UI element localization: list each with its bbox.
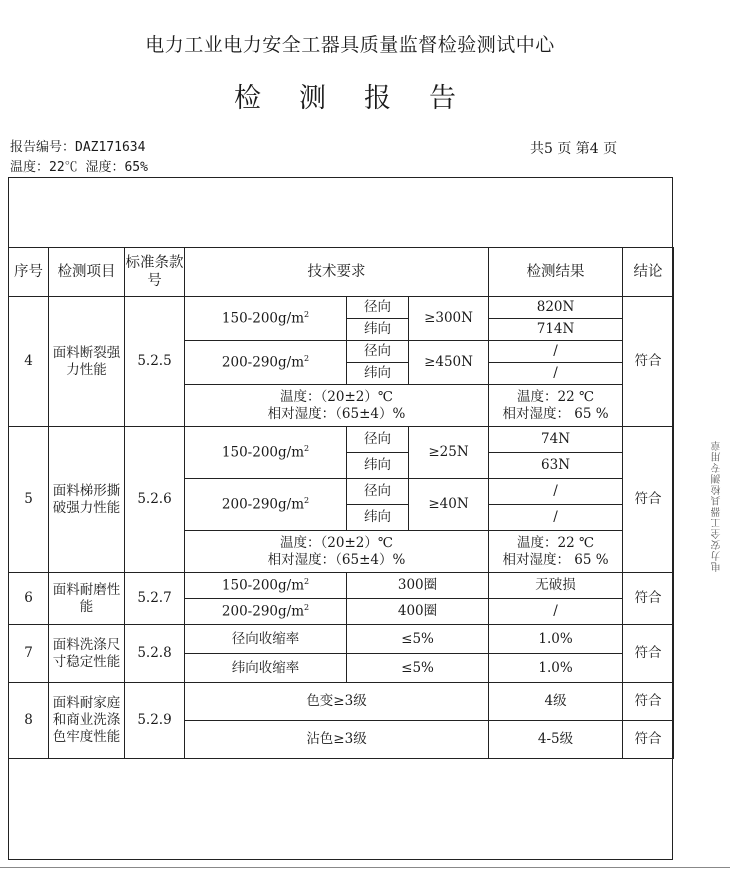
seq-cell: 4 bbox=[9, 297, 49, 427]
weight-cell: $150-200g/m^2$ bbox=[185, 573, 347, 599]
result-cell: 1.0% bbox=[489, 654, 623, 683]
conclusion-cell: 符合 bbox=[623, 625, 674, 683]
table-row bbox=[9, 427, 674, 453]
shrinkage-label-cell: 径向收缩率 bbox=[185, 625, 347, 654]
conclusion-cell: 符合 bbox=[623, 427, 674, 573]
weight-cell: $150-200g/m^2$ bbox=[185, 427, 347, 479]
page-bottom-edge bbox=[0, 867, 730, 868]
item-cell: 面料洗涤尺寸稳定性能 bbox=[49, 625, 125, 683]
condition-humidity-req: 相对湿度：（65±4）% bbox=[267, 405, 406, 422]
page-count: 共5 页 第4 页 bbox=[530, 141, 618, 157]
condition-requirement-cell bbox=[185, 385, 489, 427]
condition-result-cell bbox=[489, 385, 623, 427]
col-result: 检测结果 bbox=[489, 248, 623, 297]
direction-cell: 径向 bbox=[347, 427, 409, 453]
clause-cell: 5.2.8 bbox=[125, 625, 185, 683]
condition-temp-req: 温度：（20±2）℃ bbox=[280, 388, 393, 405]
direction-cell: 纬向 bbox=[347, 363, 409, 385]
direction-cell: 纬向 bbox=[347, 319, 409, 341]
weight-cell: $200-290g/m^2$ bbox=[185, 479, 347, 531]
shrinkage-label-cell: 纬向收缩率 bbox=[185, 654, 347, 683]
conclusion-cell: 符合 bbox=[623, 573, 674, 625]
requirement-cell: ≤5% bbox=[347, 625, 489, 654]
item-cell: 面料耐磨性能 bbox=[49, 573, 125, 625]
table-row bbox=[9, 625, 674, 654]
requirement-cell: ≤5% bbox=[347, 654, 489, 683]
clause-cell: 5.2.9 bbox=[125, 683, 185, 759]
condition-temp-result: 温度：22 ℃ bbox=[516, 534, 595, 551]
result-cell: / bbox=[489, 505, 623, 531]
table-row bbox=[9, 297, 674, 319]
clause-cell: 5.2.7 bbox=[125, 573, 185, 625]
weight-cell: $150-200g/m^2$ bbox=[185, 297, 347, 341]
item-cell: 面料耐家庭和商业洗涤色牢度性能 bbox=[49, 683, 125, 759]
requirement-cell: 色变≥3级 bbox=[185, 683, 489, 721]
col-requirement: 技术要求 bbox=[185, 248, 489, 297]
requirement-cell: ≥450N bbox=[409, 341, 489, 385]
seq-cell: 5 bbox=[9, 427, 49, 573]
conclusion-cell: 符合 bbox=[623, 297, 674, 427]
requirement-cell: 400圈 bbox=[347, 599, 489, 625]
clause-cell: 5.2.6 bbox=[125, 427, 185, 573]
seq-cell: 8 bbox=[9, 683, 49, 759]
item-cell: 面料梯形撕破强力性能 bbox=[49, 427, 125, 573]
col-seq: 序号 bbox=[9, 248, 49, 297]
seq-cell: 6 bbox=[9, 573, 49, 625]
item-cell: 面料断裂强力性能 bbox=[49, 297, 125, 427]
result-cell: 820N bbox=[489, 297, 623, 319]
document-title: 检测报告 bbox=[234, 83, 494, 114]
result-cell: 63N bbox=[489, 453, 623, 479]
result-cell: 4级 bbox=[489, 683, 623, 721]
col-item: 检测项目 bbox=[49, 248, 125, 297]
test-results-table bbox=[8, 247, 674, 759]
result-cell: / bbox=[489, 363, 623, 385]
result-cell: 74N bbox=[489, 427, 623, 453]
organization-name: 电力工业电力安全工器具质量监督检验测试中心 bbox=[145, 34, 555, 56]
condition-humidity-result: 相对湿度： 65 % bbox=[502, 405, 609, 422]
test-conditions: 温度：22℃ 湿度：65% bbox=[10, 160, 148, 175]
direction-cell: 径向 bbox=[347, 341, 409, 363]
condition-requirement-cell bbox=[185, 531, 489, 573]
condition-humidity-result: 相对湿度： 65 % bbox=[502, 551, 609, 568]
result-cell: / bbox=[489, 599, 623, 625]
conclusion-cell: 符合 bbox=[623, 683, 674, 721]
direction-cell: 径向 bbox=[347, 297, 409, 319]
condition-humidity-req: 相对湿度：（65±4）% bbox=[267, 551, 406, 568]
requirement-cell: ≥25N bbox=[409, 427, 489, 479]
condition-temp-result: 温度：22 ℃ bbox=[516, 388, 595, 405]
table-row bbox=[9, 683, 674, 721]
conclusion-cell: 符合 bbox=[623, 721, 674, 759]
direction-cell: 纬向 bbox=[347, 505, 409, 531]
result-cell: 714N bbox=[489, 319, 623, 341]
table-row bbox=[9, 573, 674, 599]
result-cell: 无破损 bbox=[489, 573, 623, 599]
result-cell: / bbox=[489, 341, 623, 363]
report-number: 报告编号：DAZ171634 bbox=[10, 140, 146, 155]
requirement-cell: 300圈 bbox=[347, 573, 489, 599]
requirement-cell: ≥40N bbox=[409, 479, 489, 531]
requirement-cell: ≥300N bbox=[409, 297, 489, 341]
result-cell: / bbox=[489, 479, 623, 505]
condition-result-cell bbox=[489, 531, 623, 573]
direction-cell: 纬向 bbox=[347, 453, 409, 479]
col-conclusion: 结论 bbox=[623, 248, 674, 297]
weight-cell: $200-290g/m^2$ bbox=[185, 341, 347, 385]
clause-cell: 5.2.5 bbox=[125, 297, 185, 427]
seal-stamp: 电力安全工器具检测专用章 bbox=[712, 440, 723, 572]
requirement-cell: 沾色≥3级 bbox=[185, 721, 489, 759]
result-cell: 1.0% bbox=[489, 625, 623, 654]
condition-temp-req: 温度：（20±2）℃ bbox=[280, 534, 393, 551]
col-clause: 标准条款号 bbox=[125, 248, 185, 297]
direction-cell: 径向 bbox=[347, 479, 409, 505]
weight-cell: $200-290g/m^2$ bbox=[185, 599, 347, 625]
seq-cell: 7 bbox=[9, 625, 49, 683]
table-header-row bbox=[9, 248, 674, 297]
result-cell: 4-5级 bbox=[489, 721, 623, 759]
